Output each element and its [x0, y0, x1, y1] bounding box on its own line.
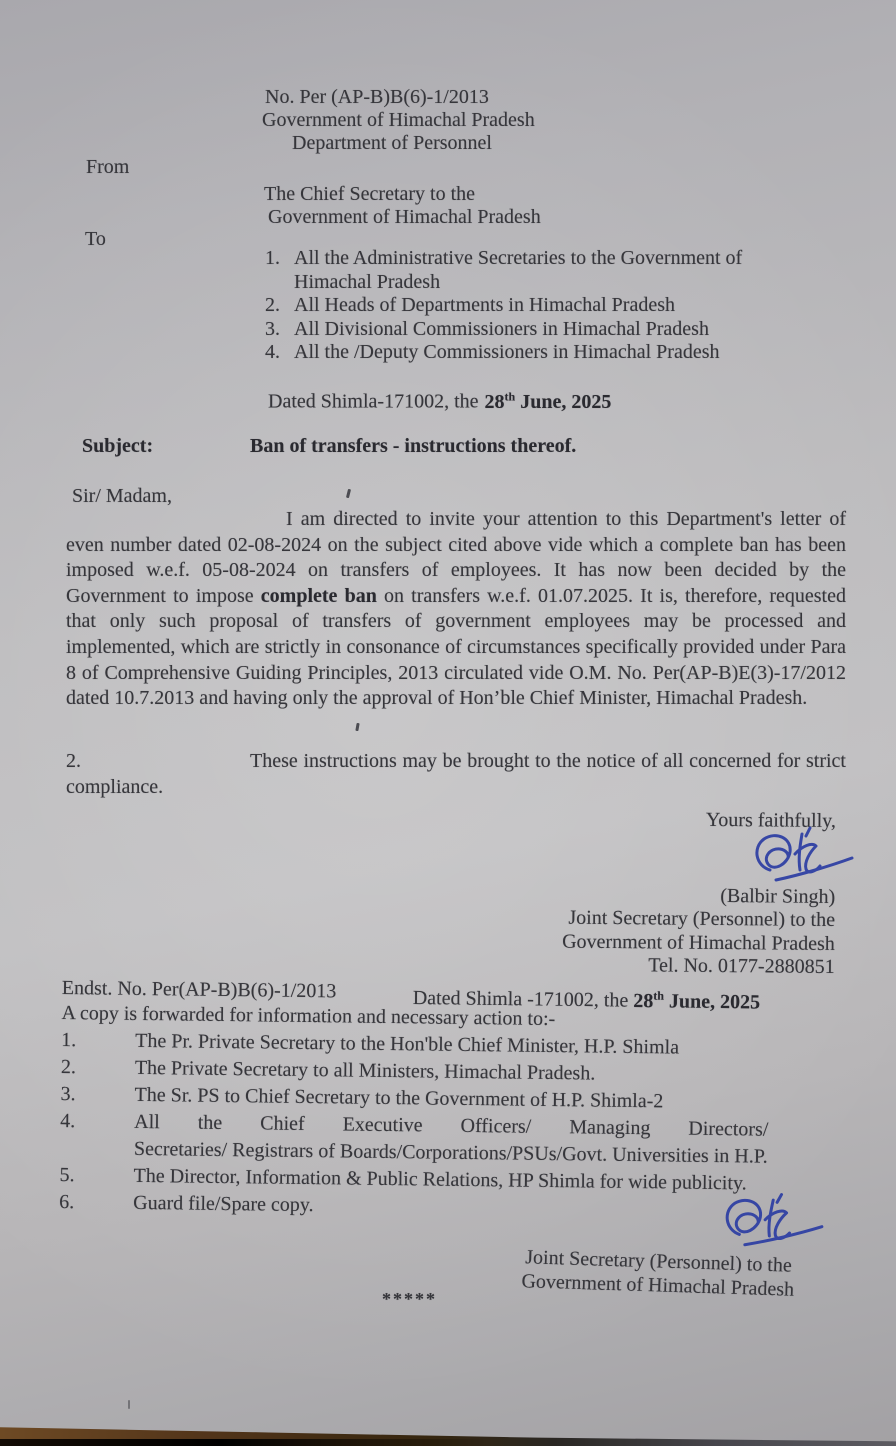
recipient-number: 2.: [265, 294, 280, 316]
signatory-title-1: Joint Secretary (Personnel) to the: [568, 907, 836, 932]
recipient-text: All the /Deputy Commissioners in Himachal Pradesh: [294, 341, 720, 363]
recipient-number: 1.: [265, 247, 280, 269]
telephone-number: Tel. No. 0177-2880851: [648, 954, 835, 978]
signature-ink: [708, 1189, 831, 1257]
ink-speck: [346, 489, 351, 498]
recipient-text: All the Administrative Secretaries to the Government of Himachal Pradesh: [294, 247, 743, 293]
recipient-item: [265, 247, 745, 294]
body-paragraph-2: [66, 749, 846, 800]
subject-text: Ban of transfers - instructions thereof.: [250, 435, 577, 457]
copy-text: [134, 1108, 851, 1171]
signatory-name: (Balbir Singh): [720, 885, 836, 909]
signatory-title-2: Government of Himachal Pradesh: [562, 930, 835, 955]
recipient-number: 4.: [265, 341, 280, 363]
subject-label: Subject:: [82, 435, 154, 457]
recipient-item: [265, 318, 745, 342]
date-prefix: Dated Shimla-171002, the: [268, 390, 479, 413]
copy-number: 6.: [59, 1190, 75, 1213]
recipient-text: All Divisional Commissioners in Himachal Pradesh: [294, 317, 709, 340]
endorsement-block: [59, 977, 852, 1225]
sender-line-2: Government of Himachal Pradesh: [268, 206, 541, 228]
from-label: From: [86, 156, 130, 178]
closing-stars: *****: [382, 1289, 437, 1309]
footer-title-1: Joint Secretary (Personnel) to the: [524, 1246, 793, 1277]
paragraph-bold-phrase: complete ban: [260, 584, 377, 607]
forward-line: A copy is forwarded for information and necessary action to:-: [61, 1001, 556, 1031]
copy-text: The Sr. PS to Chief Secretary to the Government of H.P. Shimla-2: [134, 1083, 664, 1112]
recipient-number: 3.: [265, 317, 280, 340]
recipient-list: [265, 247, 745, 365]
endorsement-date: Dated Shimla -171002, the 28th June, 2025: [412, 986, 761, 1014]
paragraph-text: I am directed to invite your attention to this Department's letter of even number dated 02-08-2024 on the subject cited above vide which a complete ban has been imposed w.e.f. 05-08-2024 on transfers of employees. It has now been decided by the Government to impose: [66, 508, 846, 607]
to-label: To: [85, 228, 106, 250]
ink-speck: [355, 723, 359, 731]
recipient-item: [265, 341, 745, 365]
copy-number: 5.: [59, 1163, 75, 1186]
footer-title-2: Government of Himachal Pradesh: [521, 1269, 795, 1301]
paragraph-text: on transfers w.e.f. 01.07.2025. It is, therefore, requested that only such proposal of transfers of government employees may be processed and implemented, which are strictly in consonance of circumstances specifically provided under Para 8 of Comprehensive Guiding Principles, 2013 circulated vide O.M. No. Per(AP-B)E(3)-17/2012 dated 10.7.2013 and having only the approval of Hon’ble Chief Minister, Himachal Pradesh.: [66, 584, 846, 710]
copy-text: The Pr. Private Secretary to the Hon'ble Chief Minister, H.P. Shimla: [135, 1029, 680, 1059]
copy-item: [60, 1107, 851, 1171]
recipient-item: [265, 294, 745, 318]
salutation: Sir/ Madam,: [72, 485, 172, 507]
signature-ink: [740, 826, 860, 888]
copy-text: Guard file/Spare copy.: [133, 1191, 314, 1216]
valediction: Yours faithfully,: [705, 808, 836, 832]
recipient-text: All Heads of Departments in Himachal Pradesh: [294, 294, 676, 316]
copy-text-line-1: All the Chief Executive Officers/ Managing Directors/: [134, 1110, 769, 1141]
paragraph-text: These instructions may be brought to the notice of all concerned for strict compliance.: [66, 750, 846, 798]
copy-text-line-2: Secretaries/ Registrars of Boards/Corporations/PSUs/Govt. Universities in H.P.: [133, 1137, 768, 1168]
copy-number: 1.: [61, 1028, 77, 1051]
ink-speck: [128, 1400, 130, 1409]
department-line: Department of Personnel: [292, 132, 492, 154]
endorsement-number: Endst. No. Per(AP-B)B(6)-1/2013: [61, 977, 337, 1003]
table-edge-shadow: [0, 1439, 493, 1446]
date-line: [268, 385, 611, 414]
reference-number: No. Per (AP-B)B(6)-1/2013: [265, 86, 489, 108]
copy-number: 4.: [60, 1109, 76, 1132]
paragraph-number: 2.: [66, 750, 81, 772]
sender-line-1: The Chief Secretary to the: [264, 183, 476, 205]
copy-number: 2.: [60, 1055, 77, 1078]
copy-text: The Private Secretary to all Ministers, Himachal Pradesh.: [134, 1056, 596, 1085]
body-paragraph-1: [66, 507, 846, 712]
footer-signatory: [483, 1245, 834, 1303]
copy-number: 3.: [60, 1082, 76, 1105]
copy-text: The Director, Information & Public Relations, HP Shimla for wide publicity.: [133, 1164, 747, 1194]
date-value: 28th June, 2025: [484, 389, 612, 413]
government-line: Government of Himachal Pradesh: [262, 109, 535, 131]
